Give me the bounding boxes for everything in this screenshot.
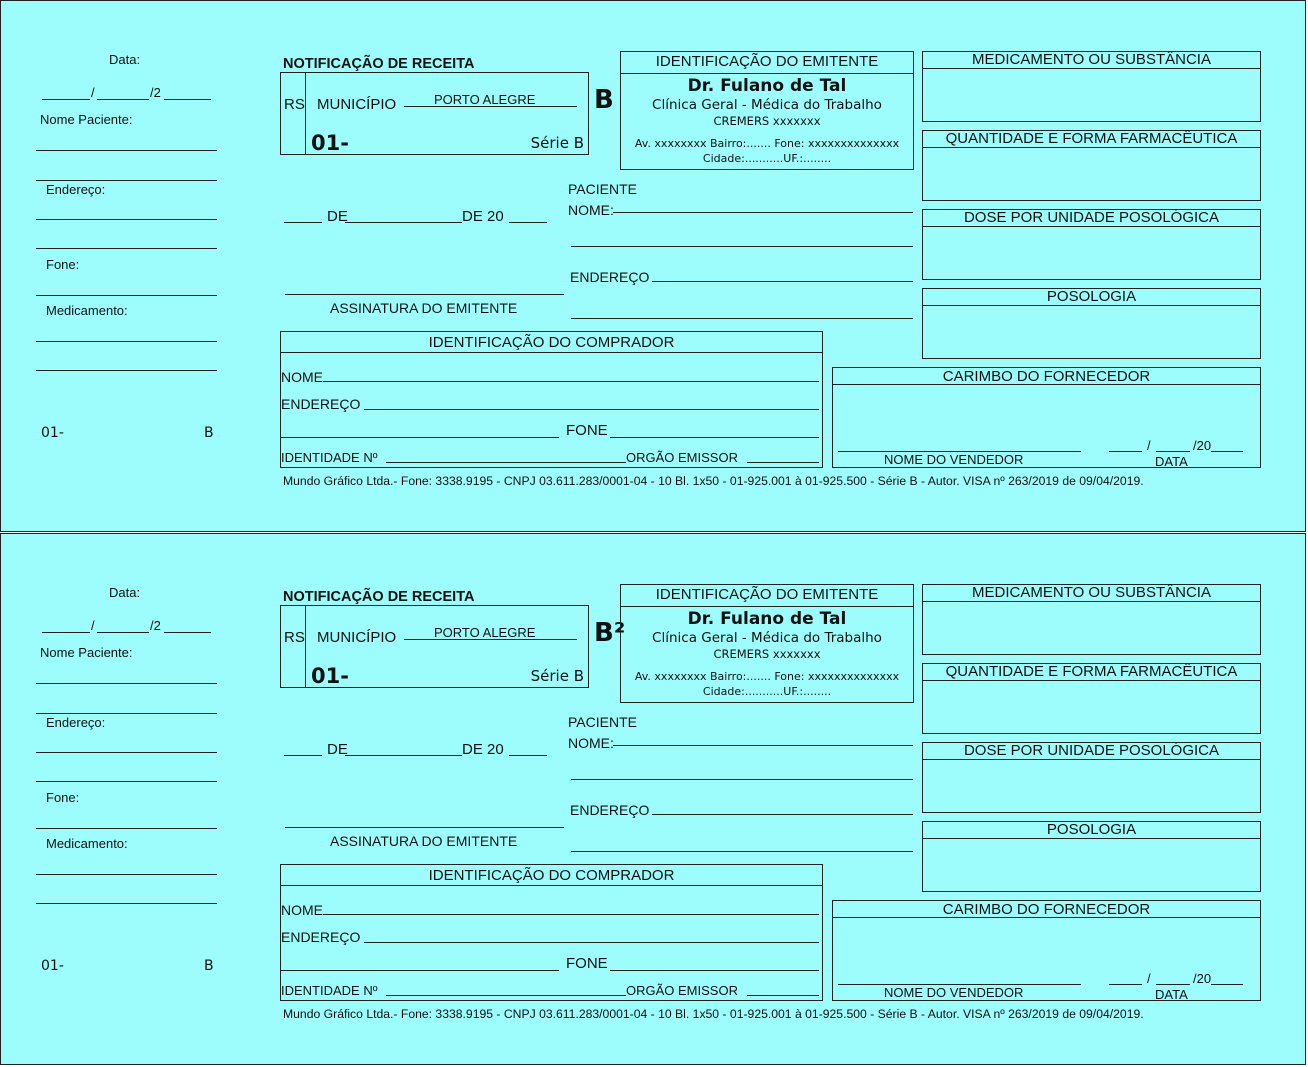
stub-patient-name-label: Nome Paciente: <box>40 112 133 127</box>
buyer-address-label: ENDEREÇO <box>281 396 361 412</box>
prescription-number: 01- <box>311 131 349 155</box>
supplier-date-year: /20 <box>1193 971 1212 986</box>
doctor-specialty: Clínica Geral - Médica do Trabalho <box>652 97 882 113</box>
stub-series-letter: B <box>204 425 214 441</box>
patient-address-line-2[interactable] <box>571 851 913 852</box>
stub-phone-label: Fone: <box>46 790 80 805</box>
signature-label: ASSINATURA DO EMITENTE <box>330 833 518 849</box>
municipality-label: MUNICÍPIO <box>317 96 397 113</box>
stub-phone-line[interactable] <box>36 828 217 829</box>
patient-name-line-2[interactable] <box>571 246 913 247</box>
stub-date-label: Data: <box>109 585 141 600</box>
stub-medication-label: Medicamento: <box>46 303 128 318</box>
stub-address-label: Endereço: <box>46 182 106 197</box>
emitter-title: IDENTIFICAÇÃO DO EMITENTE <box>621 587 913 607</box>
buyer-name-label: NOME <box>281 902 323 918</box>
supplier-date-slash: / <box>1147 438 1151 453</box>
state-label: RS <box>284 629 305 646</box>
supplier-title: CARIMBO DO FORNECEDOR <box>833 901 1260 918</box>
doctor-name: Dr. Fulano de Tal <box>687 76 847 96</box>
date-de20-label: DE 20 <box>462 741 504 758</box>
buyer-id-line[interactable] <box>386 995 626 996</box>
year-line[interactable] <box>509 755 547 756</box>
stub-medication-line-1[interactable] <box>36 874 217 875</box>
supplier-box[interactable] <box>832 900 1261 1001</box>
buyer-issuer-label: ORGÃO EMISSOR <box>626 450 738 465</box>
medication-box-title: MEDICAMENTO OU SUBSTÂNCIA <box>923 52 1260 69</box>
supplier-box[interactable] <box>832 367 1261 468</box>
municipality-box <box>280 72 589 155</box>
buyer-issuer-line[interactable] <box>747 995 819 996</box>
buyer-phone-line[interactable] <box>610 970 819 971</box>
stub-phone-line[interactable] <box>36 295 217 296</box>
dose-box[interactable] <box>922 209 1261 280</box>
municipality-label: MUNICÍPIO <box>317 629 397 646</box>
year-line[interactable] <box>509 222 547 223</box>
medication-box[interactable] <box>922 584 1261 655</box>
stub-patient-name-label: Nome Paciente: <box>40 645 133 660</box>
buyer-id-label: IDENTIDADE Nº <box>281 450 378 465</box>
day-line[interactable] <box>284 755 322 756</box>
series-big-letter: B² <box>594 618 626 648</box>
buyer-name-line[interactable] <box>323 381 819 382</box>
buyer-address-line[interactable] <box>364 409 819 410</box>
stub-medication-label: Medicamento: <box>46 836 128 851</box>
form-title: NOTIFICAÇÃO DE RECEITA <box>283 56 475 72</box>
buyer-address-line[interactable] <box>364 942 819 943</box>
buyer-title: IDENTIFICAÇÃO DO COMPRADOR <box>281 865 822 886</box>
supplier-date-slash: / <box>1147 971 1151 986</box>
date-de-label: DE <box>327 741 348 758</box>
buyer-box <box>280 331 823 468</box>
buyer-issuer-label: ORGÃO EMISSOR <box>626 983 738 998</box>
patient-address-label: ENDEREÇO <box>570 269 650 285</box>
stub-patient-line-1[interactable] <box>36 683 217 684</box>
patient-name-line[interactable] <box>613 745 913 746</box>
stub-patient-line-2[interactable] <box>36 180 217 181</box>
form-title: NOTIFICAÇÃO DE RECEITA <box>283 589 475 605</box>
prescription-form-2 <box>0 533 1306 1065</box>
stub-series-letter: B <box>204 958 214 974</box>
buyer-id-line[interactable] <box>386 462 626 463</box>
patient-address-line[interactable] <box>652 281 913 282</box>
stub-address-line-1[interactable] <box>36 219 217 220</box>
stub-medication-line-2[interactable] <box>36 370 217 371</box>
signature-label: ASSINATURA DO EMITENTE <box>330 300 518 316</box>
buyer-phone-label: FONE <box>566 422 608 439</box>
printer-footer: Mundo Gráfico Ltda.- Fone: 3338.9195 - CNPJ 03.611.283/0001-04 - 10 Bl. 1x50 - 01-925.001 à 01-925.500 - Série B - Autor. VISA nº 263/2019 de 09/04/2019. <box>283 474 1144 488</box>
supplier-date-label: DATA <box>1155 987 1188 1002</box>
stub-date-slash: / <box>91 618 95 633</box>
patient-address-line-2[interactable] <box>571 318 913 319</box>
posology-box[interactable] <box>922 821 1261 892</box>
quantity-box-title: QUANTIDADE E FORMA FARMACÊUTICA <box>923 664 1260 681</box>
state-label: RS <box>284 96 305 113</box>
emitter-address: Av. xxxxxxxx Bairro:....... Fone: xxxxxxxxxxxxxx <box>634 137 900 150</box>
stub-date-year: /2 <box>150 85 161 100</box>
stub-patient-line-2[interactable] <box>36 713 217 714</box>
patient-address-label: ENDEREÇO <box>570 802 650 818</box>
supplier-date-label: DATA <box>1155 454 1188 469</box>
municipality-value: PORTO ALEGRE <box>434 92 536 107</box>
stub-phone-label: Fone: <box>46 257 80 272</box>
municipality-value: PORTO ALEGRE <box>434 625 536 640</box>
prescription-form-1 <box>0 0 1306 532</box>
signature-line[interactable] <box>285 294 564 295</box>
supplier-date-year: /20 <box>1193 438 1212 453</box>
posology-box-title: POSOLOGIA <box>923 289 1260 306</box>
month-line[interactable] <box>345 222 462 223</box>
patient-section-label: PACIENTE <box>568 714 637 730</box>
posology-box[interactable] <box>922 288 1261 359</box>
doctor-specialty: Clínica Geral - Médica do Trabalho <box>652 630 882 646</box>
stub-address-line-1[interactable] <box>36 752 217 753</box>
series-label: Série B <box>530 134 584 152</box>
patient-name-label: NOME: <box>568 202 614 218</box>
stub-address-line-2[interactable] <box>36 781 217 782</box>
stub-address-line-2[interactable] <box>36 248 217 249</box>
series-label: Série B <box>530 667 584 685</box>
emitter-box <box>620 51 914 170</box>
quantity-box-title: QUANTIDADE E FORMA FARMACÊUTICA <box>923 131 1260 148</box>
doctor-name: Dr. Fulano de Tal <box>687 609 847 629</box>
stub-number: 01- <box>41 958 64 974</box>
stub-medication-line-1[interactable] <box>36 341 217 342</box>
supplier-title: CARIMBO DO FORNECEDOR <box>833 368 1260 385</box>
emitter-address: Av. xxxxxxxx Bairro:....... Fone: xxxxxxxxxxxxxx <box>634 670 900 683</box>
doctor-registry: CREMERS xxxxxxx <box>713 647 821 661</box>
patient-name-line[interactable] <box>613 212 913 213</box>
series-big-letter: B <box>594 85 614 115</box>
buyer-name-label: NOME <box>281 369 323 385</box>
buyer-extra-line[interactable] <box>281 437 559 438</box>
seller-label: NOME DO VENDEDOR <box>884 985 1024 1000</box>
seller-label: NOME DO VENDEDOR <box>884 452 1024 467</box>
buyer-title: IDENTIFICAÇÃO DO COMPRADOR <box>281 332 822 353</box>
stub-number: 01- <box>41 425 64 441</box>
medication-box-title: MEDICAMENTO OU SUBSTÂNCIA <box>923 585 1260 602</box>
date-de-label: DE <box>327 208 348 225</box>
buyer-phone-line[interactable] <box>610 437 819 438</box>
buyer-phone-label: FONE <box>566 955 608 972</box>
quantity-box[interactable] <box>922 130 1261 201</box>
medication-box[interactable] <box>922 51 1261 122</box>
emitter-city: Cidade:...........UF.:........ <box>702 685 832 698</box>
dose-box-title: DOSE POR UNIDADE POSOLÓGICA <box>923 743 1260 760</box>
buyer-extra-line[interactable] <box>281 970 559 971</box>
signature-line[interactable] <box>285 827 564 828</box>
buyer-address-label: ENDEREÇO <box>281 929 361 945</box>
stub-date-label: Data: <box>109 52 141 67</box>
buyer-box <box>280 864 823 1001</box>
patient-section-label: PACIENTE <box>568 181 637 197</box>
month-line[interactable] <box>345 755 462 756</box>
buyer-name-line[interactable] <box>323 914 819 915</box>
stub-medication-line-2[interactable] <box>36 903 217 904</box>
doctor-registry: CREMERS xxxxxxx <box>713 114 821 128</box>
buyer-issuer-line[interactable] <box>747 462 819 463</box>
dose-box-title: DOSE POR UNIDADE POSOLÓGICA <box>923 210 1260 227</box>
municipality-box <box>280 605 589 688</box>
stub-date-slash: / <box>91 85 95 100</box>
day-line[interactable] <box>284 222 322 223</box>
patient-name-label: NOME: <box>568 735 614 751</box>
dose-box[interactable] <box>922 742 1261 813</box>
emitter-city: Cidade:...........UF.:........ <box>702 152 832 165</box>
emitter-title: IDENTIFICAÇÃO DO EMITENTE <box>621 54 913 74</box>
stub-address-label: Endereço: <box>46 715 106 730</box>
printer-footer: Mundo Gráfico Ltda.- Fone: 3338.9195 - CNPJ 03.611.283/0001-04 - 10 Bl. 1x50 - 01-925.001 à 01-925.500 - Série B - Autor. VISA nº 263/2019 de 09/04/2019. <box>283 1007 1144 1021</box>
quantity-box[interactable] <box>922 663 1261 734</box>
prescription-number: 01- <box>311 664 349 688</box>
stub-date-year: /2 <box>150 618 161 633</box>
stub-patient-line-1[interactable] <box>36 150 217 151</box>
patient-address-line[interactable] <box>652 814 913 815</box>
posology-box-title: POSOLOGIA <box>923 822 1260 839</box>
emitter-box <box>620 584 914 703</box>
patient-name-line-2[interactable] <box>571 779 913 780</box>
date-de20-label: DE 20 <box>462 208 504 225</box>
buyer-id-label: IDENTIDADE Nº <box>281 983 378 998</box>
